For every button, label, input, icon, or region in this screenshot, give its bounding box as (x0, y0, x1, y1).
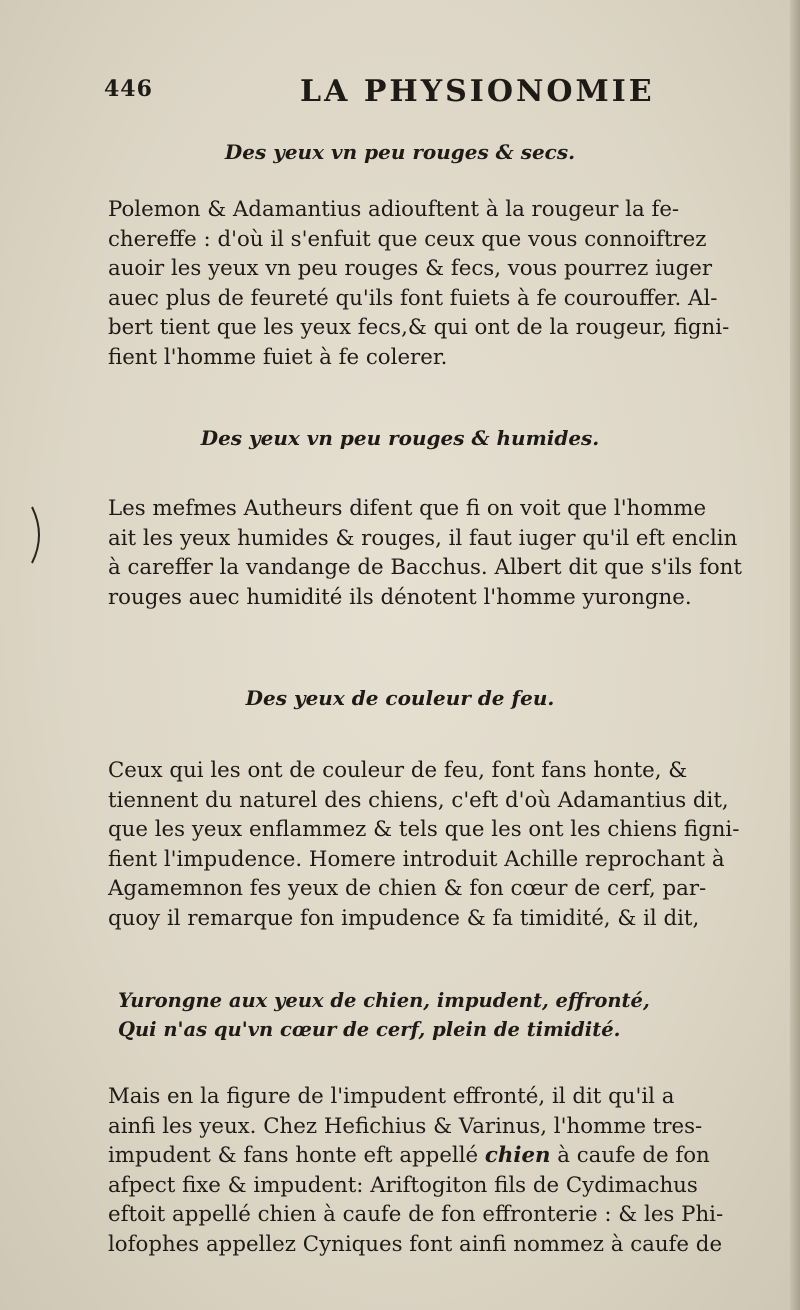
paragraph-fire-eyes (108, 756, 788, 933)
text-line: auec plus de feureté qu'ils font fuiets à fe courouffer. Al- (108, 285, 718, 311)
text-line (108, 1141, 788, 1171)
running-title: LA PHYSIONOMIE (300, 74, 655, 109)
text-run: impudent & fans honte eft appellé (108, 1143, 485, 1168)
text-line: à careffer la vandange de Bacchus. Albert dit que s'ils font (108, 555, 742, 580)
text-line: fient l'homme fuiet à fe colerer. (108, 344, 448, 370)
page-number: 446 (104, 76, 153, 102)
paragraph-moist-eyes (108, 494, 788, 612)
text-line: Agamemnon fes yeux de chien & fon cœur de cerf, par- (108, 876, 707, 901)
paragraph-impudent (108, 1082, 788, 1259)
text-line: afpect fixe & impudent: Ariftogiton fils de Cydimachus (108, 1172, 698, 1198)
section-heading-dry-eyes: Des yeux vn peu rouges & secs. (224, 140, 576, 164)
text-line: rouges auec humidité ils dénotent l'homme yurongne. (108, 584, 692, 610)
text-line: quoy il remarque fon impudence & fa timidité, & il dit, (108, 905, 700, 931)
text-line: lofophes appellez Cyniques font ainfi nommez à caufe de (108, 1231, 723, 1257)
margin-bracket (30, 505, 48, 565)
paragraph-dry-eyes (108, 195, 788, 372)
page-header (100, 72, 750, 112)
section-heading-moist-eyes: Des yeux vn peu rouges & humides. (200, 426, 600, 450)
verse-line: Yurongne aux yeux de chien, impudent, effronté, (118, 989, 650, 1012)
text-line: eftoit appellé chien à caufe de fon effronterie : & les Phi- (108, 1202, 724, 1227)
text-line: tiennent du naturel des chiens, c'eft d'où Adamantius dit, (108, 787, 729, 813)
text-line: auoir les yeux vn peu rouges & fecs, vous pourrez iuger (108, 256, 713, 281)
text-line: ainfi les yeux. Chez Hefichius & Varinus, l'homme tres- (108, 1113, 703, 1139)
emphasized-word: chien (484, 1143, 551, 1168)
section-heading-fire-eyes: Des yeux de couleur de feu. (245, 686, 555, 710)
text-line: que les yeux enflammez & tels que les ont les chiens figni- (108, 817, 740, 842)
text-line: Polemon & Adamantius adiouftent à la rougeur la fe- (108, 197, 680, 222)
text-line: bert tient que les yeux fecs,& qui ont de la rougeur, figni- (108, 315, 730, 340)
text-run: à caufe de fon (550, 1143, 710, 1168)
text-line: Mais en la figure de l'impudent effronté, il dit qu'il a (108, 1084, 675, 1109)
text-line: Ceux qui les ont de couleur de feu, font fans honte, & (108, 758, 688, 783)
text-line: fient l'impudence. Homere introduit Achille reprochant à (108, 846, 725, 872)
text-line: chereffe : d'où il s'enfuit que ceux que vous connoiftrez (108, 226, 707, 252)
verse-line: Qui n'as qu'vn cœur de cerf, plein de timidité. (118, 1018, 621, 1041)
text-line: ait les yeux humides & rouges, il faut iuger qu'il eft enclin (108, 525, 738, 551)
text-line: Les mefmes Autheurs difent que fi on voit que l'homme (108, 496, 707, 521)
page-edge (790, 0, 800, 1310)
verse-quotation (118, 986, 758, 1044)
